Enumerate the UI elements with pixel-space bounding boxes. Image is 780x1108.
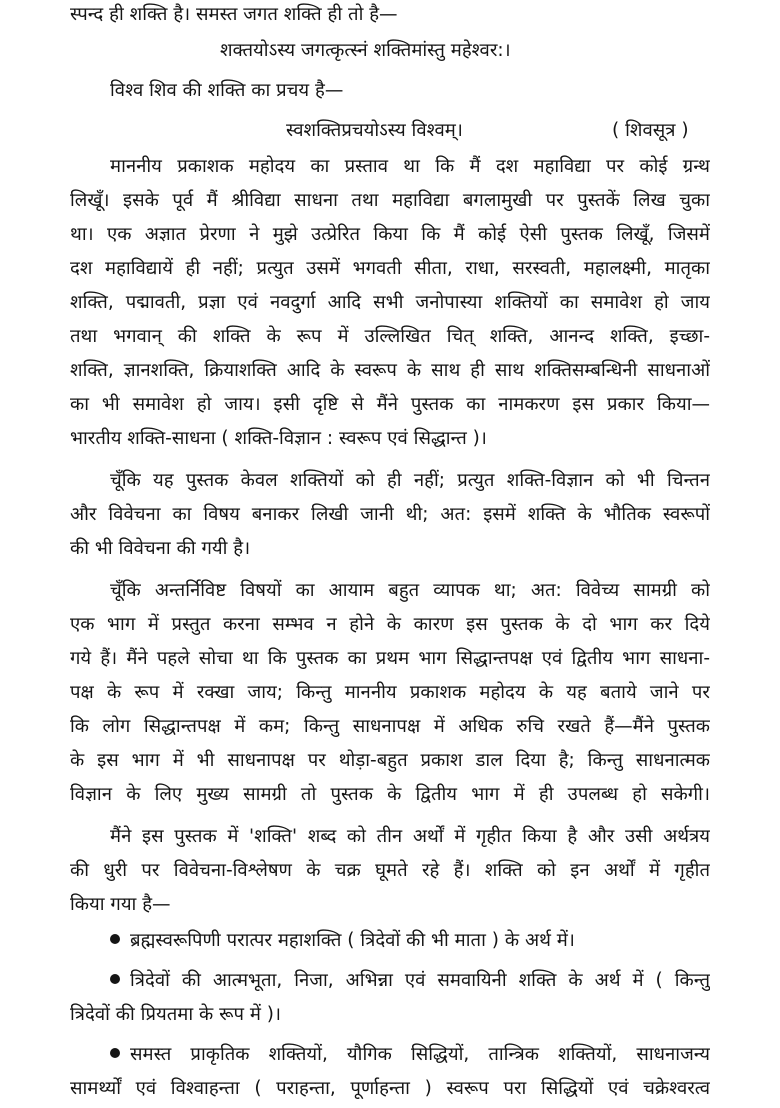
paragraph-line: शक्ति, पद्मावती, प्रज्ञा एवं नवदुर्गा आदि सभी जनोपास्या शक्तियों का समावेश हो जाय: [70, 292, 710, 313]
paragraph-line: विज्ञान के लिए मुख्य सामग्री तो पुस्तक के द्वितीय भाग में ही उपलब्ध हो सकेगी।: [70, 784, 710, 805]
intro-line: स्पन्द ही शक्ति है। समस्त जगत शक्ति ही तो है—: [70, 4, 398, 25]
paragraph-line: चूँकि यह पुस्तक केवल शक्तियों को ही नहीं; प्रत्युत शक्ति-विज्ञान को भी चिन्तन: [110, 470, 710, 491]
verse-line: शक्तयोऽस्य जगत्कृत्स्नं शक्तिमांस्तु महेश्वर:।: [220, 40, 511, 61]
bullet-text: समस्त प्राकृतिक शक्तियों, यौगिक सिद्धियों, तान्त्रिक शक्तियों, साधनाजन्य: [130, 1044, 710, 1065]
bullet-item: [110, 1040, 710, 1070]
bullet-dot-icon: [110, 1048, 120, 1058]
paragraph-line: एक भाग में प्रस्तुत करना सम्भव न होने के कारण इस पुस्तक के दो भाग कर दिये: [70, 614, 710, 635]
paragraph-line: की भी विवेचना की गयी है।: [70, 538, 251, 559]
bullet-continuation: त्रिदेवों की प्रियतमा के रूप में )।: [70, 1004, 282, 1025]
verse-source: ( शिवसूत्र ): [612, 120, 689, 141]
bullet-text: ब्रह्मस्वरूपिणी परात्पर महाशक्ति ( त्रिदेवों की भी माता ) के अर्थ में।: [130, 930, 575, 951]
bullet-item: [110, 926, 710, 956]
paragraph-line: की धुरी पर विवेचना-विश्लेषण के चक्र घूमते रहे हैं। शक्ति को इन अर्थों में गृहीत: [70, 860, 710, 881]
paragraph-line: चूँकि अन्तर्निविष्ट विषयों का आयाम बहुत व्यापक था; अत: विवेच्य सामग्री को: [110, 580, 710, 601]
paragraph-line: का भी समावेश हो जाय। इसी दृष्टि से मैंने पुस्तक का नामकरण इस प्रकार किया—: [70, 394, 710, 415]
bullet-dot-icon: [110, 974, 120, 984]
verse-line: स्वशक्तिप्रचयोऽस्य विश्वम्।: [286, 120, 463, 141]
bullet-item: [110, 966, 710, 996]
paragraph-line: था। एक अज्ञात प्रेरणा ने मुझे उत्प्रेरित किया कि मैं कोई ऐसी पुस्तक लिखूँ, जिसमें: [70, 224, 710, 245]
paragraph-line: पक्ष के रूप में रक्खा जाय; किन्तु माननीय प्रकाशक महोदय के यह बताये जाने पर: [70, 682, 710, 703]
paragraph-line: और विवेचना का विषय बनाकर लिखी जानी थी; अत: इसमें शक्ति के भौतिक स्वरूपों: [70, 504, 710, 525]
paragraph-line: दश महाविद्यायें ही नहीं; प्रत्युत उसमें भगवती सीता, राधा, सरस्वती, महालक्ष्मी, मातृका: [70, 258, 710, 279]
paragraph-line: लिखूँ। इसके पूर्व मैं श्रीविद्या साधना तथा महाविद्या बगलामुखी पर पुस्तकें लिख चुका: [70, 190, 710, 211]
paragraph-line: भारतीय शक्ति-साधना ( शक्ति-विज्ञान : स्वरूप एवं सिद्धान्त )।: [70, 428, 487, 449]
paragraph-line: माननीय प्रकाशक महोदय का प्रस्ताव था कि मैं दश महाविद्या पर कोई ग्रन्थ: [110, 156, 710, 177]
paragraph-line: के इस भाग में भी साधनापक्ष पर थोड़ा-बहुत प्रकाश डाल दिया है; किन्तु साधनात्मक: [70, 750, 710, 771]
bullet-continuation: सामर्थ्यों एवं विश्वाहन्ता ( पराहन्ता, पूर्णाहन्ता ) स्वरूप परा सिद्धियों एवं चक्रेश्वरत्व: [70, 1078, 710, 1099]
paragraph-line: गये हैं। मैंने पहले सोचा था कि पुस्तक का प्रथम भाग सिद्धान्तपक्ष एवं द्वितीय भाग साधना-: [70, 648, 710, 669]
intro-line: विश्व शिव की शक्ति का प्रचय है—: [110, 80, 344, 101]
paragraph-line: कि लोग सिद्धान्तपक्ष में कम; किन्तु साधनापक्ष में अधिक रुचि रखते हैं—मैंने पुस्तक: [70, 716, 710, 737]
paragraph-line: तथा भगवान् की शक्ति के रूप में उल्लिखित चित् शक्ति, आनन्द शक्ति, इच्छा-: [70, 326, 710, 347]
paragraph-line: मैंने इस पुस्तक में 'शक्ति' शब्द को तीन अर्थों में गृहीत किया है और उसी अर्थत्रय: [110, 826, 710, 847]
bullet-text: त्रिदेवों की आत्मभूता, निजा, अभिन्ना एवं समवायिनी शक्ति के अर्थ में ( किन्तु: [130, 970, 710, 991]
bullet-dot-icon: [110, 934, 120, 944]
paragraph-line: शक्ति, ज्ञानशक्ति, क्रियाशक्ति आदि के स्वरूप के साथ ही साथ शक्तिसम्बन्धिनी साधनाओं: [70, 360, 710, 381]
paragraph-line: किया गया है—: [70, 894, 171, 915]
